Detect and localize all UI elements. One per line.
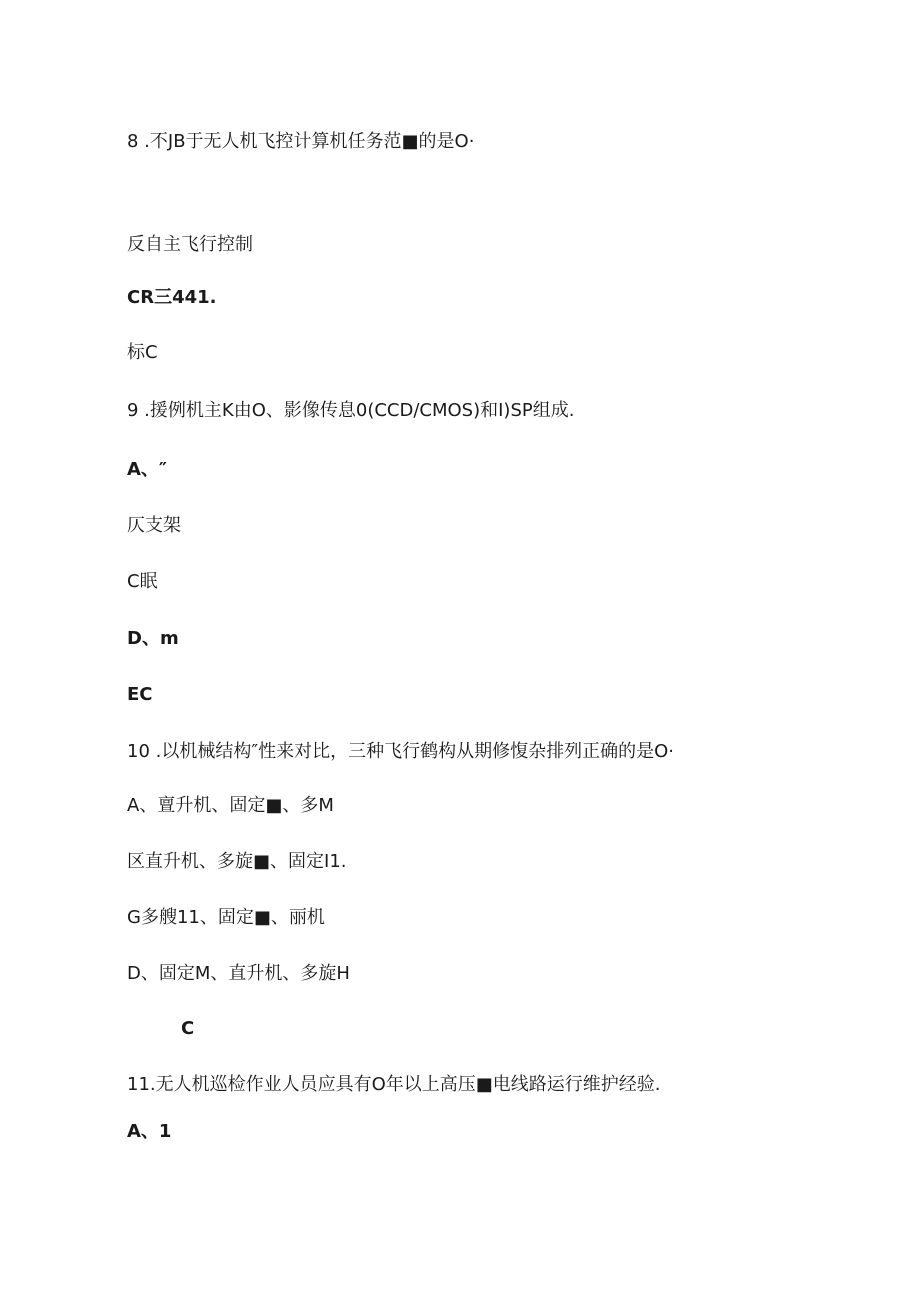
- q10-option-b: 区直升机、多旋■、固定I1.: [127, 851, 347, 872]
- q10-answer: C: [181, 1018, 195, 1039]
- q9-option-d: D、m: [127, 628, 179, 649]
- q10-question: 10 .以机械结构″性来对比，三种飞行鹤构从期修愎杂排列正确的是O·: [127, 741, 674, 762]
- q8-option-b: CR三441.: [127, 287, 217, 308]
- q11-question: 11.无人机巡检作业人员应具有O年以上高压■电线路运行维护经验.: [127, 1074, 661, 1095]
- q8-question: 8 .不JB于无人机飞控计算机任务范■的是O·: [127, 131, 475, 152]
- q10-option-d: D、固定M、直升机、多旋H: [127, 963, 350, 984]
- q9-option-a: A、″: [127, 459, 167, 480]
- q8-option-c: 标C: [127, 342, 158, 363]
- q9-option-c: C眠: [127, 571, 158, 592]
- q10-option-c: G多艘11、固定■、丽机: [127, 907, 325, 928]
- q11-option-a: A、1: [127, 1121, 172, 1142]
- q8-option-a: 反自主飞行控制: [127, 234, 253, 255]
- q9-option-b: 仄支架: [127, 515, 181, 536]
- q10-option-a: A、亶升机、固定■、多M: [127, 795, 334, 816]
- q9-answer: EC: [127, 684, 153, 705]
- q9-question: 9 .援例机主K由O、影像传息0(CCD/CMOS)和I)SP组成.: [127, 400, 575, 421]
